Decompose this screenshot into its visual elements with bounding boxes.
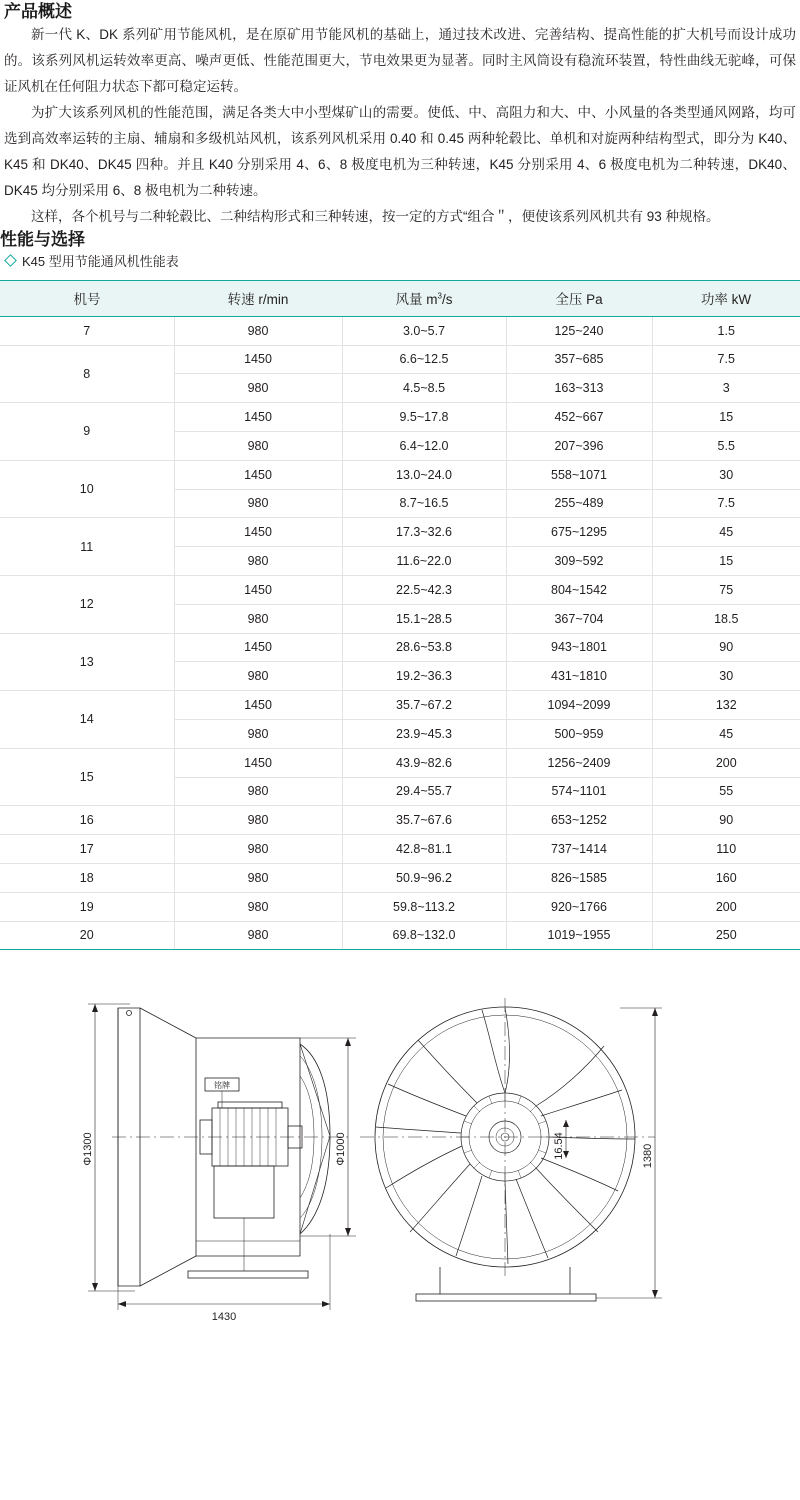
column-header-power: 功率 kW [652, 280, 800, 316]
table-row [0, 806, 800, 835]
cell-pressure: 943~1801 [506, 633, 652, 662]
cell-pressure: 357~685 [506, 345, 652, 374]
cell-power: 45 [652, 518, 800, 547]
cell-flow: 8.7~16.5 [342, 489, 506, 518]
cell-flow: 9.5~17.8 [342, 403, 506, 432]
cell-flow: 15.1~28.5 [342, 604, 506, 633]
cell-pressure: 207~396 [506, 431, 652, 460]
cell-flow: 43.9~82.6 [342, 748, 506, 777]
cell-power: 15 [652, 547, 800, 576]
cell-flow: 6.6~12.5 [342, 345, 506, 374]
table-row [0, 403, 800, 432]
table-row [0, 835, 800, 864]
table-caption [0, 251, 800, 270]
cell-pressure: 804~1542 [506, 575, 652, 604]
cell-power: 90 [652, 806, 800, 835]
overview-title: 产品概述 [4, 2, 72, 21]
cell-power: 18.5 [652, 604, 800, 633]
cell-speed: 1450 [174, 633, 342, 662]
cell-power: 75 [652, 575, 800, 604]
table-row [0, 316, 800, 345]
table-header-row [0, 280, 800, 316]
cell-pressure: 574~1101 [506, 777, 652, 806]
cell-speed: 980 [174, 316, 342, 345]
cell-model: 7 [0, 316, 174, 345]
cell-speed: 980 [174, 835, 342, 864]
cell-speed: 1450 [174, 518, 342, 547]
cell-pressure: 452~667 [506, 403, 652, 432]
cell-speed: 980 [174, 892, 342, 921]
table-row [0, 863, 800, 892]
column-header-flow: 风量 $m^3/s$ [342, 280, 506, 316]
cell-model: 9 [0, 403, 174, 461]
cell-flow: 28.6~53.8 [342, 633, 506, 662]
cell-model: 8 [0, 345, 174, 403]
cell-speed: 980 [174, 863, 342, 892]
cell-pressure: 1094~2099 [506, 691, 652, 720]
cell-power: 55 [652, 777, 800, 806]
cell-model: 20 [0, 921, 174, 950]
cell-model: 10 [0, 460, 174, 518]
cell-power: 15 [652, 403, 800, 432]
cell-pressure: 920~1766 [506, 892, 652, 921]
table-row [0, 575, 800, 604]
table-row [0, 748, 800, 777]
cell-power: 7.5 [652, 345, 800, 374]
cell-pressure: 367~704 [506, 604, 652, 633]
cell-flow: 35.7~67.2 [342, 691, 506, 720]
table-caption-text: K45 型用节能通风机性能表 [22, 253, 179, 269]
table-row [0, 345, 800, 374]
cell-flow: 29.4~55.7 [342, 777, 506, 806]
cell-model: 19 [0, 892, 174, 921]
cell-speed: 1450 [174, 460, 342, 489]
cell-speed: 980 [174, 777, 342, 806]
table-row [0, 518, 800, 547]
cell-model: 14 [0, 691, 174, 749]
cell-pressure: 653~1252 [506, 806, 652, 835]
cell-flow: 42.8~81.1 [342, 835, 506, 864]
cell-speed: 1450 [174, 691, 342, 720]
cell-pressure: 309~592 [506, 547, 652, 576]
cell-flow: 50.9~96.2 [342, 863, 506, 892]
dim-right-height: 1380 [642, 1144, 654, 1169]
dim-bottom-width: 1430 [211, 1311, 237, 1324]
table-row [0, 633, 800, 662]
table-row [0, 691, 800, 720]
cell-power: 250 [652, 921, 800, 950]
column-header-pressure: 全压 Pa [506, 280, 652, 316]
cell-speed: 980 [174, 806, 342, 835]
cell-pressure: 1019~1955 [506, 921, 652, 950]
dim-inner-diameter: Φ1000 [335, 1132, 347, 1166]
technical-drawing [0, 986, 800, 1351]
table-row [0, 921, 800, 950]
cell-flow: 59.8~113.2 [342, 892, 506, 921]
cell-pressure: 737~1414 [506, 835, 652, 864]
overview-paragraph-2: 为扩大该系列风机的性能范围，满足各类大中小型煤矿山的需要。使低、中、高阻力和大、中、小风量的各类型通风网路，均可选到高效率运转的主扇、辅扇和多级机站风机，该系列风机采用 0.40 和 0.45 两种轮毂比、单机和对旋两种结构型式，即分为 K40、K45 和 DK40、DK45 四种。并且 K40 分别采用 4、6、8 极度电机为三种转速，K45 分别采用 4、6 极度电机为二种转速，DK40、DK45 均分别采用 6、8 极电机为二种转速。 [4, 105, 796, 199]
table-row [0, 892, 800, 921]
cell-model: 12 [0, 575, 174, 633]
column-header-model: 机号 [0, 280, 174, 316]
cell-power: 45 [652, 719, 800, 748]
cell-power: 3 [652, 374, 800, 403]
cell-pressure: 558~1071 [506, 460, 652, 489]
cell-flow: 6.4~12.0 [342, 431, 506, 460]
cell-pressure: 675~1295 [506, 518, 652, 547]
cell-pressure: 826~1585 [506, 863, 652, 892]
cell-power: 1.5 [652, 316, 800, 345]
cell-power: 7.5 [652, 489, 800, 518]
cell-power: 110 [652, 835, 800, 864]
cell-speed: 980 [174, 604, 342, 633]
cell-power: 200 [652, 748, 800, 777]
cell-power: 160 [652, 863, 800, 892]
cell-flow: 17.3~32.6 [342, 518, 506, 547]
cell-speed: 1450 [174, 403, 342, 432]
performance-table [0, 280, 800, 951]
cell-flow: 13.0~24.0 [342, 460, 506, 489]
cell-speed: 980 [174, 662, 342, 691]
cell-speed: 1450 [174, 748, 342, 777]
cell-flow: 23.9~45.3 [342, 719, 506, 748]
cell-model: 15 [0, 748, 174, 806]
cell-flow: 69.8~132.0 [342, 921, 506, 950]
dim-left-diameter: Φ1300 [82, 1132, 94, 1166]
cell-pressure: 125~240 [506, 316, 652, 345]
cell-model: 17 [0, 835, 174, 864]
cell-pressure: 163~313 [506, 374, 652, 403]
cell-model: 18 [0, 863, 174, 892]
overview-section [0, 0, 800, 230]
cell-speed: 980 [174, 921, 342, 950]
cell-speed: 1450 [174, 575, 342, 604]
cell-power: 30 [652, 662, 800, 691]
cell-speed: 980 [174, 431, 342, 460]
performance-title: 性能与选择 [0, 230, 85, 250]
cell-speed: 980 [174, 374, 342, 403]
column-header-speed: 转速 r/min [174, 280, 342, 316]
cell-pressure: 431~1810 [506, 662, 652, 691]
cell-pressure: 500~959 [506, 719, 652, 748]
cell-speed: 1450 [174, 345, 342, 374]
cell-speed: 980 [174, 489, 342, 518]
cell-flow: 11.6~22.0 [342, 547, 506, 576]
cell-flow: 4.5~8.5 [342, 374, 506, 403]
cell-power: 200 [652, 892, 800, 921]
cell-flow: 35.7~67.6 [342, 806, 506, 835]
performance-section [0, 230, 800, 950]
diamond-icon [4, 254, 17, 267]
cell-power: 30 [652, 460, 800, 489]
cell-model: 13 [0, 633, 174, 691]
nameplate-label: 铭牌 [214, 1081, 230, 1091]
cell-power: 5.5 [652, 431, 800, 460]
cell-power: 132 [652, 691, 800, 720]
cell-flow: 22.5~42.3 [342, 575, 506, 604]
dim-hub: 16.54 [553, 1132, 565, 1161]
cell-pressure: 255~489 [506, 489, 652, 518]
fan-dimension-drawing [0, 986, 800, 1326]
table-body [0, 316, 800, 950]
cell-flow: 3.0~5.7 [342, 316, 506, 345]
cell-speed: 980 [174, 547, 342, 576]
cell-pressure: 1256~2409 [506, 748, 652, 777]
cell-speed: 980 [174, 719, 342, 748]
cell-flow: 19.2~36.3 [342, 662, 506, 691]
cell-model: 11 [0, 518, 174, 576]
table-row [0, 460, 800, 489]
overview-paragraph-3: 这样，各个机号与二种轮毂比、二种结构形式和三种转速，按一定的方式“组合＂，便使该系列风机共有 93 种规格。 [31, 209, 720, 225]
overview-paragraph-1: 新一代 K、DK 系列矿用节能风机，是在原矿用节能风机的基础上，通过技术改进、完善结构、提高性能的扩大机号而设计成功的。该系列风机运转效率更高、噪声更低、性能范围更大，节电效果更为显著。同时主风筒设有稳流环装置，特性曲线无驼峰，可保证风机在任何阻力状态下都可稳定运转。 [4, 27, 796, 95]
cell-model: 16 [0, 806, 174, 835]
cell-power: 90 [652, 633, 800, 662]
